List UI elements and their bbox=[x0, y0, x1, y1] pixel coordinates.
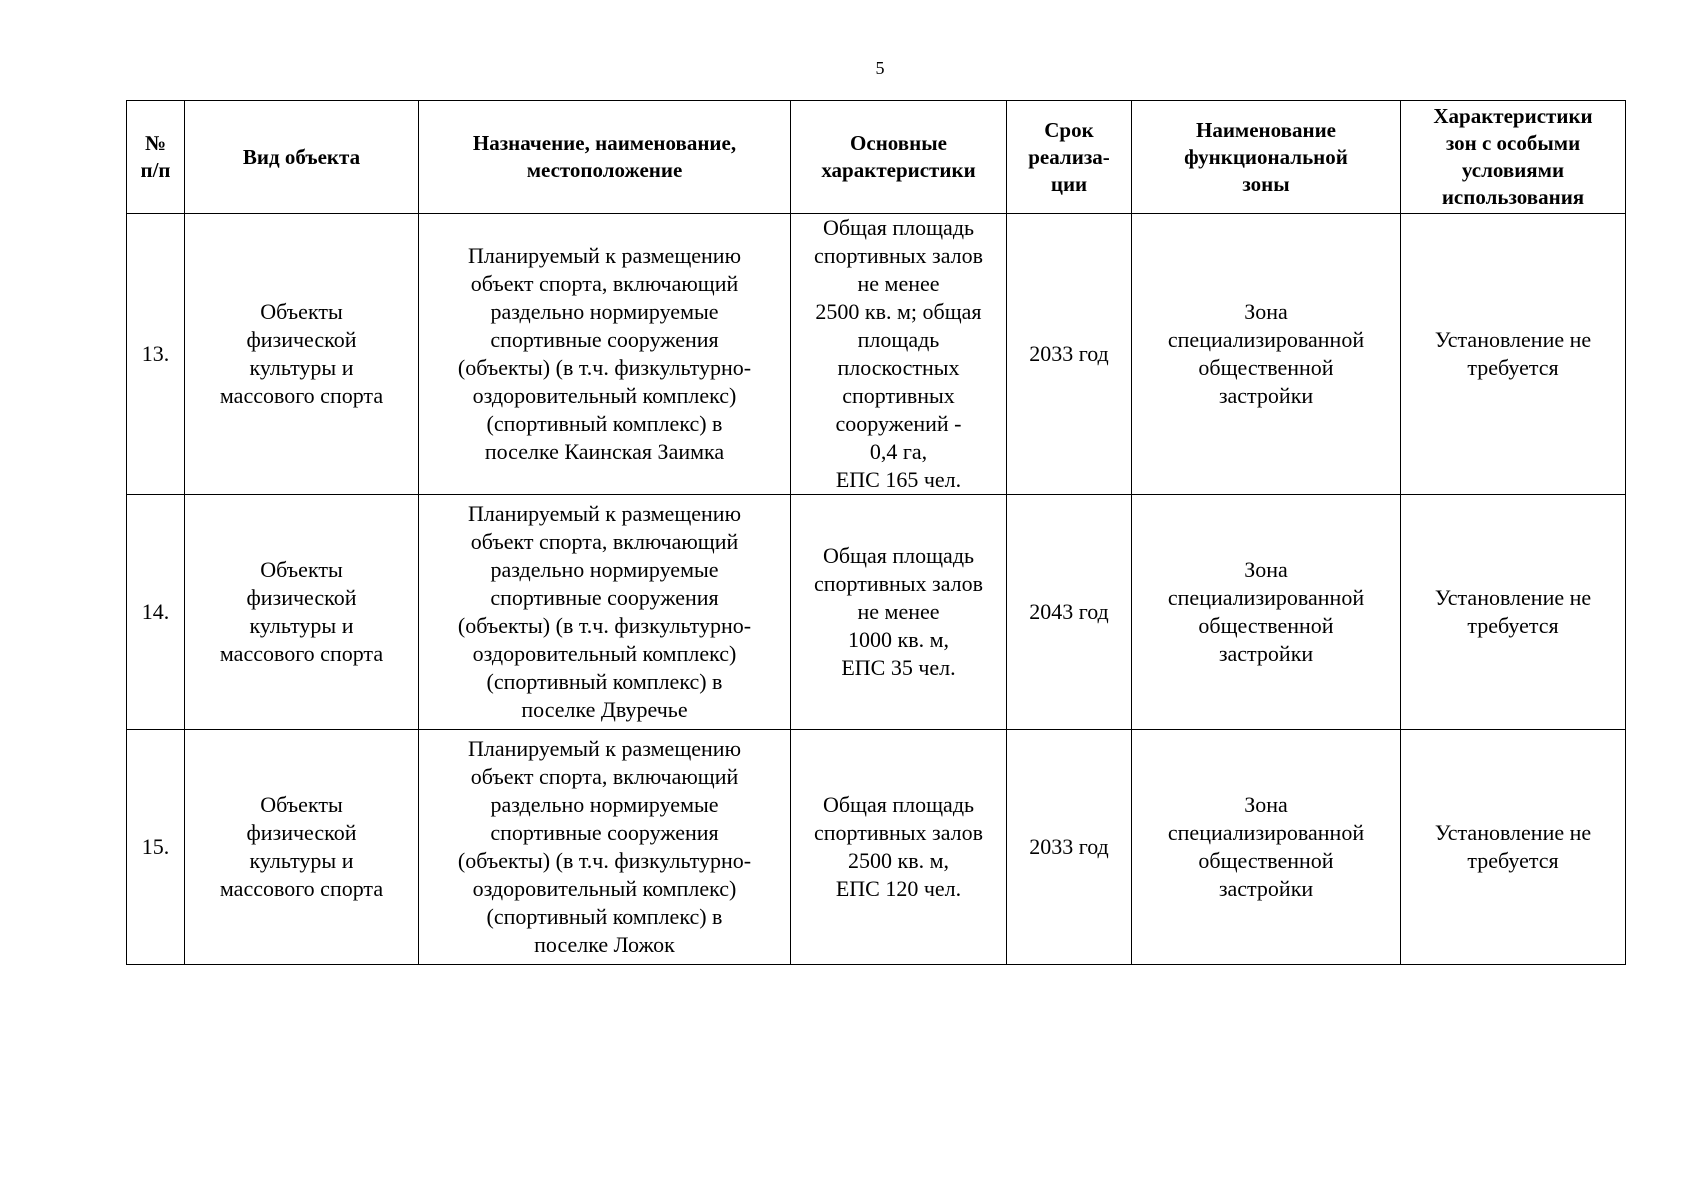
cell-zone: Зона специализированной общественной застройки bbox=[1132, 730, 1401, 965]
cell-special-zones: Установление не требуется bbox=[1401, 495, 1626, 730]
cell-special-zones: Установление не требуется bbox=[1401, 730, 1626, 965]
header-purpose: Назначение, наименование, местоположение bbox=[419, 101, 791, 214]
cell-purpose: Планируемый к размещению объект спорта, включающий раздельно нормируемые спортивные сооружения (объекты) (в т.ч. физкультурно- оздоровительный комплекс) (спортивный комплекс) в поселке Ложок bbox=[419, 730, 791, 965]
header-object-type: Вид объекта bbox=[185, 101, 419, 214]
cell-object-type: Объекты физической культуры и массового спорта bbox=[185, 214, 419, 495]
cell-zone: Зона специализированной общественной застройки bbox=[1132, 495, 1401, 730]
header-zone: Наименование функциональной зоны bbox=[1132, 101, 1401, 214]
cell-num: 14. bbox=[127, 495, 185, 730]
cell-characteristics: Общая площадь спортивных залов 2500 кв. м, ЕПС 120 чел. bbox=[791, 730, 1007, 965]
cell-characteristics: Общая площадь спортивных залов не менее 1000 кв. м, ЕПС 35 чел. bbox=[791, 495, 1007, 730]
cell-num: 15. bbox=[127, 730, 185, 965]
cell-special-zones: Установление не требуется bbox=[1401, 214, 1626, 495]
header-special-zones: Характеристики зон с особыми условиями использования bbox=[1401, 101, 1626, 214]
table-row bbox=[127, 495, 1626, 730]
cell-purpose: Планируемый к размещению объект спорта, включающий раздельно нормируемые спортивные сооружения (объекты) (в т.ч. физкультурно- оздоровительный комплекс) (спортивный комплекс) в поселке Двуречье bbox=[419, 495, 791, 730]
table-row bbox=[127, 214, 1626, 495]
header-characteristics: Основные характеристики bbox=[791, 101, 1007, 214]
table-row bbox=[127, 730, 1626, 965]
cell-num: 13. bbox=[127, 214, 185, 495]
table-header-row bbox=[127, 101, 1626, 214]
cell-object-type: Объекты физической культуры и массового спорта bbox=[185, 730, 419, 965]
header-num: № п/п bbox=[127, 101, 185, 214]
planned-objects-table bbox=[126, 100, 1626, 965]
cell-object-type: Объекты физической культуры и массового спорта bbox=[185, 495, 419, 730]
cell-purpose: Планируемый к размещению объект спорта, включающий раздельно нормируемые спортивные сооружения (объекты) (в т.ч. физкультурно- оздоровительный комплекс) (спортивный комплекс) в поселке Каинская Заимка bbox=[419, 214, 791, 495]
cell-term: 2033 год bbox=[1007, 214, 1132, 495]
cell-zone: Зона специализированной общественной застройки bbox=[1132, 214, 1401, 495]
page-number: 5 bbox=[875, 58, 885, 78]
cell-term: 2033 год bbox=[1007, 730, 1132, 965]
cell-term: 2043 год bbox=[1007, 495, 1132, 730]
cell-characteristics: Общая площадь спортивных залов не менее 2500 кв. м; общая площадь плоскостных спортивных сооружений - 0,4 га, ЕПС 165 чел. bbox=[791, 214, 1007, 495]
header-term: Срок реализа- ции bbox=[1007, 101, 1132, 214]
